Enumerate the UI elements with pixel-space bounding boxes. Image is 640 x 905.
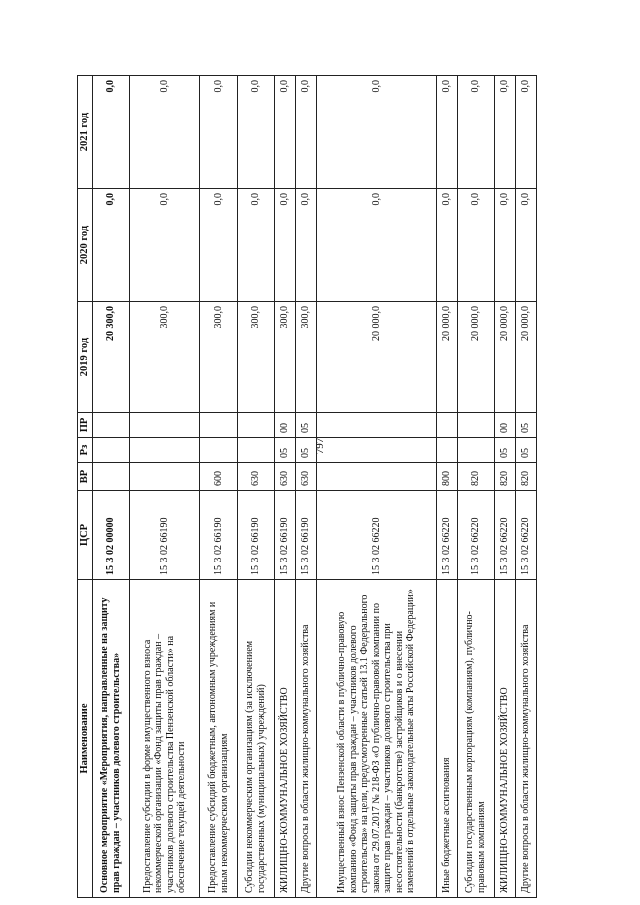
header-csr: ЦСР <box>78 491 93 580</box>
row-2021: 0,0 <box>237 76 274 189</box>
row-vr: 820 <box>457 463 494 491</box>
row-name: Предоставление субсидии в форме имущественного взноса некоммерческой организации «Фонд защиты прав граждан – участников долевого строительства Пензенской области» на обеспечение текущей деятельности <box>129 580 199 898</box>
row-pr <box>129 413 199 438</box>
row-2021: 0,0 <box>516 76 537 189</box>
row-csr: 15 3 02 66220 <box>316 491 436 580</box>
row-2021: 0,0 <box>275 76 296 189</box>
row-csr: 15 3 02 66220 <box>436 491 457 580</box>
row-vr: 630 <box>296 463 317 491</box>
row-pr: 00 <box>275 413 296 438</box>
row-name: Основное мероприятие «Мероприятия, направленные на защиту прав граждан – участников долевого строительства» <box>92 580 129 898</box>
row-csr: 15 3 02 66190 <box>200 491 237 580</box>
row-2021: 0,0 <box>129 76 199 189</box>
budget-table <box>77 75 537 898</box>
table-row <box>516 76 537 898</box>
row-pr: 05 <box>296 413 317 438</box>
table-row <box>275 76 296 898</box>
header-vr: ВР <box>78 463 93 491</box>
row-vr: 630 <box>275 463 296 491</box>
row-pr <box>200 413 237 438</box>
row-2020: 0,0 <box>436 189 457 302</box>
row-pr <box>237 413 274 438</box>
row-2021: 0,0 <box>92 76 129 189</box>
row-name: Субсидии некоммерческим организациям (за исключением государственных (муниципальных) учреждений) <box>237 580 274 898</box>
table-row <box>296 76 317 898</box>
row-2020: 0,0 <box>237 189 274 302</box>
row-name: Другие вопросы в области жилищно-коммунального хозяйства <box>296 580 317 898</box>
row-2019: 20 000,0 <box>316 302 436 413</box>
row-rz: 05 <box>296 438 317 463</box>
row-2019: 20 000,0 <box>516 302 537 413</box>
header-rz: Рз <box>78 438 93 463</box>
row-2021: 0,0 <box>495 76 516 189</box>
row-rz: 05 <box>495 438 516 463</box>
row-2019: 20 300,0 <box>92 302 129 413</box>
row-csr: 15 3 02 00000 <box>92 491 129 580</box>
row-rz <box>237 438 274 463</box>
row-2020: 0,0 <box>516 189 537 302</box>
row-vr: 820 <box>516 463 537 491</box>
row-2019: 300,0 <box>296 302 317 413</box>
row-rz <box>316 438 436 463</box>
row-pr <box>457 413 494 438</box>
table-row <box>495 76 516 898</box>
row-2019: 300,0 <box>200 302 237 413</box>
row-vr <box>92 463 129 491</box>
table-row <box>457 76 494 898</box>
row-rz: 05 <box>516 438 537 463</box>
row-name: Имущественный взнос Пензенской области в публично-правовую компанию «Фонд защиты прав граждан – участников долевого строительства» на цели, предусмотренные статьей 13.1 Федерального закона от 29.07.2017 № 218-ФЗ «О публично-правовой компании по защите прав граждан – участников долевого строительства при несостоятельности (банкротстве) застройщиков и о внесении изменений в отдельные законодательные акты Российской Федерации» <box>316 580 436 898</box>
row-2020: 0,0 <box>92 189 129 302</box>
row-name: Субсидии государственным корпорациям (компаниям), публично-правовым компаниям <box>457 580 494 898</box>
row-rz <box>457 438 494 463</box>
row-2021: 0,0 <box>436 76 457 189</box>
row-2020: 0,0 <box>457 189 494 302</box>
row-pr <box>316 413 436 438</box>
row-2020: 0,0 <box>495 189 516 302</box>
row-csr: 15 3 02 66220 <box>516 491 537 580</box>
row-name: Иные бюджетные ассигнования <box>436 580 457 898</box>
row-vr: 800 <box>436 463 457 491</box>
row-csr: 15 3 02 66190 <box>296 491 317 580</box>
row-2021: 0,0 <box>457 76 494 189</box>
row-2021: 0,0 <box>296 76 317 189</box>
row-csr: 15 3 02 66190 <box>275 491 296 580</box>
row-name: Предоставление субсидий бюджетным, автономным учреждениям и иным некоммерческим организациям <box>200 580 237 898</box>
row-vr: 820 <box>495 463 516 491</box>
header-name: Наименование <box>78 580 93 898</box>
row-2020: 0,0 <box>296 189 317 302</box>
row-2019: 300,0 <box>275 302 296 413</box>
header-pr: ПР <box>78 413 93 438</box>
row-vr <box>316 463 436 491</box>
row-csr: 15 3 02 66190 <box>129 491 199 580</box>
row-pr: 05 <box>516 413 537 438</box>
row-vr: 600 <box>200 463 237 491</box>
row-2020: 0,0 <box>129 189 199 302</box>
row-2021: 0,0 <box>200 76 237 189</box>
row-2021: 0,0 <box>316 76 436 189</box>
table-row <box>237 76 274 898</box>
page-number: 797 <box>314 437 326 455</box>
header-row <box>78 76 93 898</box>
row-rz <box>92 438 129 463</box>
row-rz <box>129 438 199 463</box>
row-2020: 0,0 <box>200 189 237 302</box>
row-rz <box>200 438 237 463</box>
header-2020: 2020 год <box>78 189 93 302</box>
row-2019: 300,0 <box>237 302 274 413</box>
row-pr <box>92 413 129 438</box>
row-2019: 300,0 <box>129 302 199 413</box>
row-csr: 15 3 02 66220 <box>495 491 516 580</box>
header-2021: 2021 год <box>78 76 93 189</box>
row-2019: 20 000,0 <box>457 302 494 413</box>
row-rz: 05 <box>275 438 296 463</box>
table-row <box>92 76 129 898</box>
row-2019: 20 000,0 <box>436 302 457 413</box>
row-name: Другие вопросы в области жилищно-коммунального хозяйства <box>516 580 537 898</box>
row-pr: 00 <box>495 413 516 438</box>
table-row <box>316 76 436 898</box>
row-name: ЖИЛИЩНО-КОММУНАЛЬНОЕ ХОЗЯЙСТВО <box>495 580 516 898</box>
row-2020: 0,0 <box>316 189 436 302</box>
row-csr: 15 3 02 66220 <box>457 491 494 580</box>
rotated-table-container <box>77 76 537 898</box>
row-2019: 20 000,0 <box>495 302 516 413</box>
header-2019: 2019 год <box>78 302 93 413</box>
row-rz <box>436 438 457 463</box>
row-pr <box>436 413 457 438</box>
row-2020: 0,0 <box>275 189 296 302</box>
table-row <box>200 76 237 898</box>
row-vr: 630 <box>237 463 274 491</box>
table-row <box>129 76 199 898</box>
row-name: ЖИЛИЩНО-КОММУНАЛЬНОЕ ХОЗЯЙСТВО <box>275 580 296 898</box>
row-vr <box>129 463 199 491</box>
row-csr: 15 3 02 66190 <box>237 491 274 580</box>
table-row <box>436 76 457 898</box>
